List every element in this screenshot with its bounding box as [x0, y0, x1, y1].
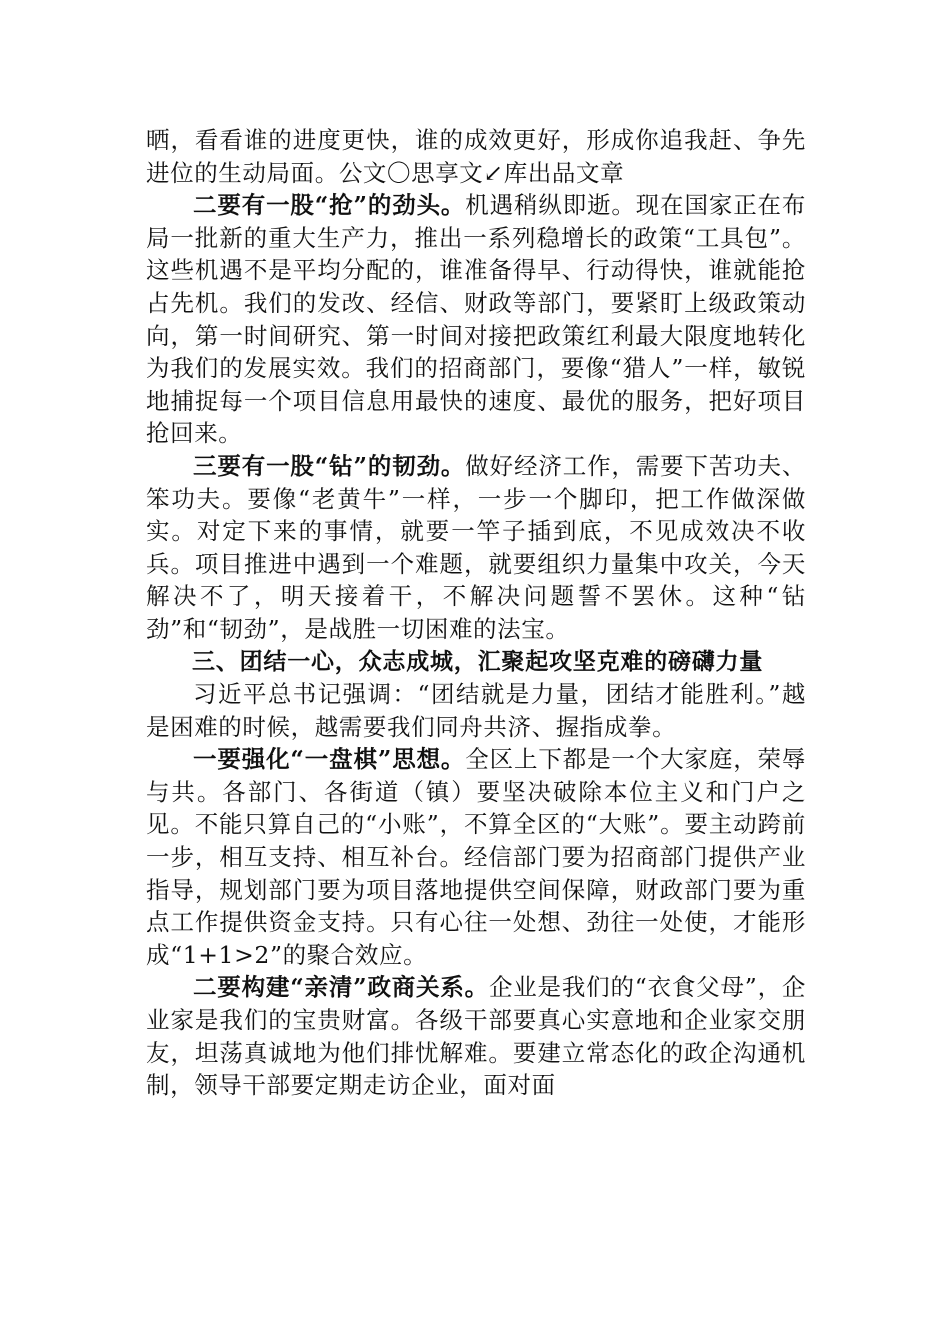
paragraph-text: 机遇稍纵即逝。现在国家正在布局一批新的重大生产力，推出一系列稳增长的政策“工具包”。这些机遇不是平均分配的，谁准备得早、行动得快，谁就能抢占先机。我们的发改、经信、财政等部门，要紧盯上级政策动向，第一时间研究、第一时间对接把政策红利最大限度地转化为我们的发展实效。我们的招商部门，要像“猎人”一样，敏锐地捕捉每一个项目信息用最快的速度、最优的服务，把好项目抢回来。	[146, 191, 807, 448]
paragraph-business-relations	[146, 971, 806, 1101]
paragraph-text: 企业是我们的“衣食父母”，企业家是我们的宝贵财富。各级干部要真心实意地和企业家交朋友，坦荡真诚地为他们排忧解难。要建立常态化的政企沟通机制，领导干部要定期走访企业，面对面	[146, 973, 806, 1100]
paragraph-grab	[146, 189, 806, 450]
section-heading: 三、团结一心，众志成城，汇聚起攻坚克难的磅礴力量	[192, 648, 764, 675]
paragraph-lead: 三要有一股“钻”的韧劲。	[193, 451, 466, 480]
paragraph-text: 晒，看看谁的进度更快，谁的成效更好，形成你追我赶、争先进位的生动局面。	[146, 126, 806, 187]
paragraph-drill	[146, 450, 806, 646]
source-watermark: 公文〇思享文↙库出品文章	[338, 158, 625, 187]
document-page	[146, 124, 806, 1102]
paragraph-text: 做好经济工作，需要下苦功夫、笨功夫。要像“老黄牛”一样，一步一个脚印，把工作做深做实。对定下来的事情，就要一竿子插到底，不见成效决不收兵。项目推进中遇到一个难题，就要组织力量集中攻关，今天解决不了，明天接着干，不解决问题誓不罢休。这种“钻劲”和“韧劲”，是战胜一切困难的法宝。	[146, 451, 807, 643]
paragraph-lead: 一要强化“一盘棋”思想。	[193, 745, 466, 774]
paragraph-text: 全区上下都是一个大家庭，荣辱与共。各部门、各街道（镇）要坚决破除本位主义和门户之见。不能只算自己的“小账”，不算全区的“大账”。要主动跨前一步，相互支持、相互补台。经信部门要为招商部门提供产业指导，规划部门要为项目落地提供空间保障，财政部门要为重点工作提供资金支持。只有心往一处想、劲往一处使，才能形成“1+1>2”的聚合效应。	[146, 745, 807, 969]
paragraph-lead: 二要构建“亲清”政商关系。	[193, 973, 489, 1002]
paragraph-quote	[146, 678, 806, 743]
paragraph-lead: 二要有一股“抢”的劲头。	[193, 191, 466, 220]
paragraph-chessboard	[146, 743, 806, 971]
paragraph-continuation	[146, 124, 806, 189]
paragraph-text: 习近平总书记强调：“团结就是力量，团结才能胜利。”越是困难的时候，越需要我们同舟共济、握指成拳。	[146, 680, 806, 741]
